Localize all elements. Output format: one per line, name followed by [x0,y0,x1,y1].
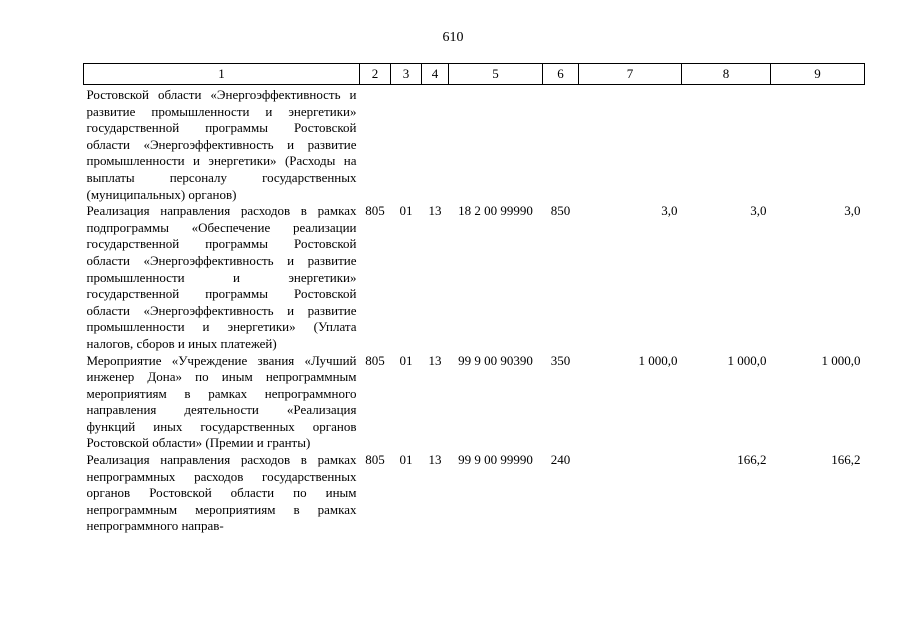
cell-target-article: 18 2 00 99990 [458,203,533,219]
cell-amount-7 [579,452,682,535]
cell-expense-type: 350 [550,352,571,368]
header-col-9: 9 [771,64,865,85]
row-name: Ростовской области «Энергоэффективность и развитие промышленности и энергетики» государственной программы Ростовской области «Энергоэффективность и развитие промышленности и энергетики» (Расходы на выплаты персоналу государственных (муниципальных) органов) [86,87,357,202]
cell-expense-type [543,85,579,204]
cell-expense-type: 850 [550,203,571,219]
row-name: Реализация направления расходов в рамках непрограммных расходов государственных органов Ростовской области по иным непрограммным мероприятиям в рамках непрограммного направ- [86,452,357,534]
cell-expense-type: 240 [550,452,571,468]
cell-ministry [360,85,391,204]
cell-section: 01 [399,203,413,219]
header-col-8: 8 [682,64,771,85]
cell-amount-8: 1 000,0 [727,352,767,368]
cell-amount-7: 3,0 [661,203,678,219]
header-col-3: 3 [391,64,422,85]
header-col-5: 5 [449,64,543,85]
cell-subsection: 13 [428,452,442,468]
cell-section: 01 [399,352,413,368]
cell-subsection: 13 [428,352,442,368]
cell-target-article: 99 9 00 90390 [458,352,533,368]
header-col-1: 1 [84,64,360,85]
cell-amount-9: 1 000,0 [821,352,861,368]
table-row [84,353,865,453]
table-row [84,203,865,352]
header-col-2: 2 [360,64,391,85]
cell-amount-8 [682,85,771,204]
cell-target-article [449,85,543,204]
cell-amount-9 [771,85,865,204]
cell-amount-7: 1 000,0 [638,352,678,368]
cell-subsection [422,85,449,204]
page-number: 610 [442,30,464,45]
header-col-7: 7 [579,64,682,85]
cell-ministry: 805 [365,203,385,219]
header-col-6: 6 [543,64,579,85]
budget-table [83,63,865,535]
cell-ministry: 805 [365,352,385,368]
cell-amount-7 [579,85,682,204]
cell-section: 01 [399,452,413,468]
table-row [84,452,865,535]
cell-ministry: 805 [365,452,385,468]
cell-amount-9: 3,0 [844,203,861,219]
header-col-4: 4 [422,64,449,85]
cell-subsection: 13 [428,203,442,219]
cell-amount-9: 166,2 [831,452,861,468]
row-name: Мероприятие «Учреждение звания «Лучший инженер Дона» по иным непрограммным мероприятиям в рамках непрограммного направления деятельности «Реализация функций иных государственных органов Ростовской области» (Премии и гранты) [86,352,357,451]
cell-target-article: 99 9 00 99990 [458,452,533,468]
header-row [84,64,865,85]
cell-amount-8: 3,0 [750,203,767,219]
row-name: Реализация направления расходов в рамках подпрограммы «Обеспечение реализации государственной программы Ростовской области «Энергоэффективность и развитие промышленности и энергетики» государственной программы Ростовской области «Энергоэффективность и развитие промышленности и энергетики» (Уплата налогов, сборов и иных платежей) [86,203,357,351]
table-row [84,85,865,204]
cell-amount-8: 166,2 [737,452,767,468]
cell-section [391,85,422,204]
